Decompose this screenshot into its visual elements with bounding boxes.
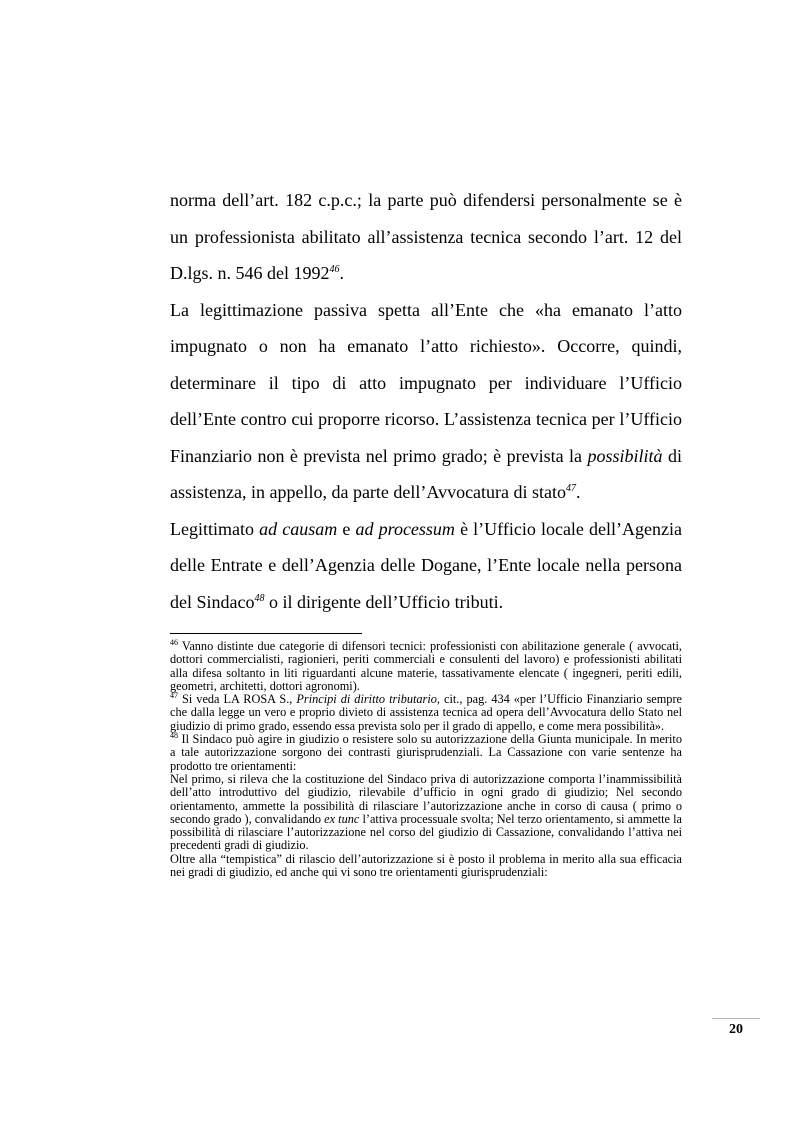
footnotes	[170, 637, 683, 880]
footnote-number: 48	[170, 730, 178, 740]
footnote-number: 47	[170, 691, 178, 701]
footnote-48-continued: Nel primo, si rileva che la costituzione del Sindaco priva di autorizzazione comporta l’inammissibilità dell’atto introduttivo del giudizio, rilevabile d’ufficio in ogni grado di giudizio; Nel secondo orientamento, ammette la possibilità di rilasciare l’autorizzazione anche in corso di causa ( primo o secondo grado ), convalidando ex tunc l’attiva processuale svolta; Nel terzo orientamento, si ammette la possibilità di rilasciare l’autorizzazione nel corso del giudizio di Cassazione, convalidando l’attiva nei precedenti gradi di giudizio.	[170, 771, 682, 853]
footnote-ref-48[interactable]: 48	[254, 592, 265, 604]
paragraph-3: Legittimato ad causam e ad processum è l’Ufficio locale dell’Agenzia delle Entrate e dell’Agenzia delle Dogane, l’Ente locale nella persona del Sindaco$^{48}$ o il dirigente dell’Ufficio tributi.	[170, 518, 682, 612]
body-text	[170, 182, 682, 620]
footnote-separator	[170, 633, 362, 634]
footnote-48: $^{48}$ Il Sindaco può agire in giudizio o resistere solo su autorizzazione della Giunta municipale. In merito a tale autorizzazione sorgono dei contrasti giurisprudenziali. La Cassazione con varie sentenze ha prodotto tre orientamenti:	[170, 730, 682, 773]
footnote-ref-47[interactable]: 47	[566, 483, 577, 494]
paragraph-1: norma dell’art. 182 c.p.c.; la parte può difendersi personalmente se è un professionista abilitato all’assistenza tecnica secondo l’art. 12 del D.lgs. n. 546 del 1992$^{46}$.	[170, 190, 682, 283]
footnote-ref-46[interactable]: 46	[329, 264, 340, 275]
page-number-rule	[712, 1018, 760, 1019]
page-number: 20	[729, 1022, 743, 1037]
paragraph-2: La legittimazione passiva spetta all’Ente che «ha emanato l’atto impugnato o non ha emanato l’atto richiesto». Occorre, quindi, determinare il tipo di atto impugnato per individuare l’Ufficio dell’Ente contro cui proporre ricorso. L’assistenza tecnica per l’Ufficio Finanziario non è prevista nel primo grado; è prevista la possibilità di assistenza, in appello, da parte dell’Avvocatura di stato$^{47}$.	[170, 299, 682, 502]
footnote-number: 46	[170, 637, 178, 647]
footnote-46: $^{46}$ Vanno distinte due categorie di difensori tecnici: professionisti con abilitazione generale ( avvocati, dottori commercialisti, ragionieri, periti commerciali e consulenti del lavoro) e professionisti abilitati alla difesa soltanto in liti riguardanti alcune materie, tassativamente elencate ( ingegneri, periti edili, geometri, architetti, dottori agronomi).	[170, 637, 682, 693]
footnote-47: $^{47}$ Si veda LA ROSA S., Principi di diritto tributario, cit., pag. 434 «per l’Ufficio Finanziario sempre che dalla legge un vero e proprio divieto di assistenza tecnica ad opera dell’Avvocatura dello Stato nel giudizio di primo grado, essendo essa prevista solo per il grado di appello, e come mera possibilità».	[170, 691, 683, 733]
footnote-48-final: Oltre alla “tempistica” di rilascio dell’autorizzazione si è posto il problema in merito alla sua efficacia nei gradi di giudizio, ed anche qui vi sono tre orientamenti giurisprudenziali:	[170, 851, 682, 880]
